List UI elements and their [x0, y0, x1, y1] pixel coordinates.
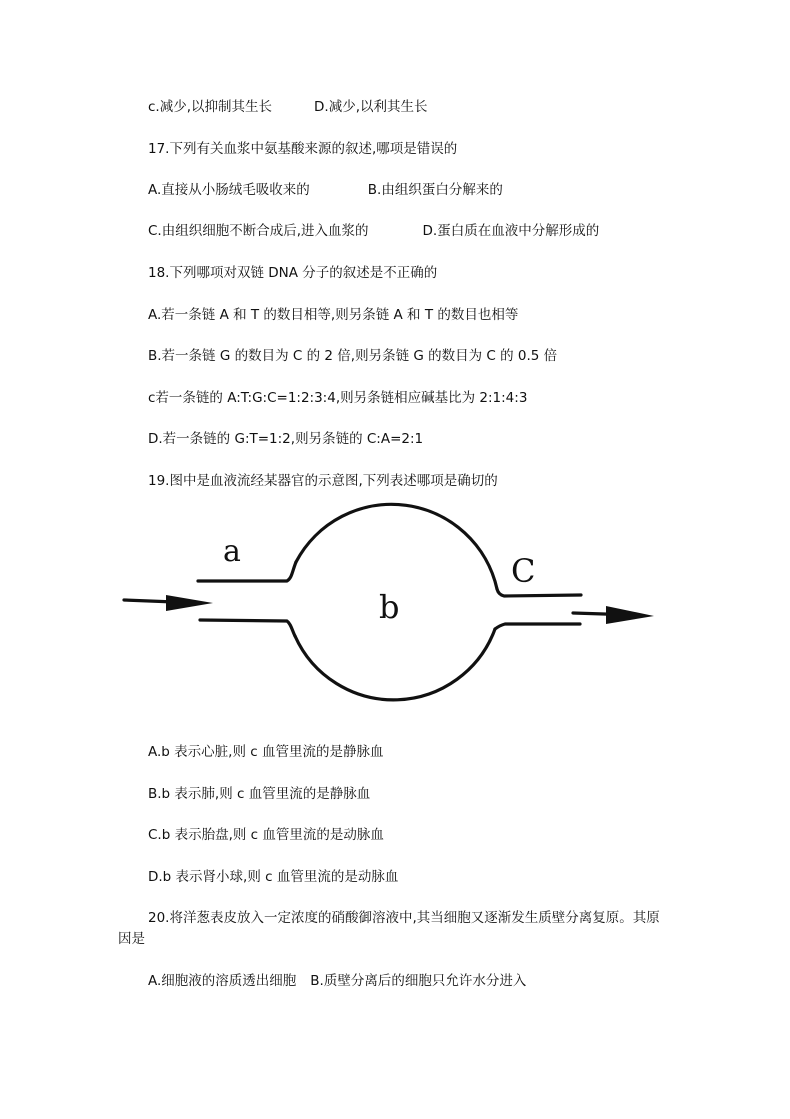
inflow-arrowhead	[166, 595, 213, 611]
organ-b-lower-arc	[295, 629, 495, 700]
q18-option-c: c若一条链的 A:T:G:C=1:2:3:4,则另条链相应碱基比为 2:1:4:3	[148, 390, 528, 406]
blood-flow-diagram	[0, 500, 790, 710]
vessel-a-upper-wall	[198, 562, 296, 581]
q19-option-b: B.b 表示肺,则 c 血管里流的是静脉血	[148, 786, 371, 802]
label-c: C	[511, 552, 536, 590]
q18-option-a: A.若一条链 A 和 T 的数目相等,则另条链 A 和 T 的数目也相等	[148, 307, 519, 323]
organ-b-upper-arc	[296, 504, 497, 589]
q18-option-d: D.若一条链的 G:T=1:2,则另条链的 C:A=2:1	[148, 431, 424, 447]
q18-stem: 18.下列哪项对双链 DNA 分子的叙述是不正确的	[148, 265, 438, 281]
q17-stem: 17.下列有关血浆中氨基酸来源的叙述,哪项是错误的	[148, 141, 458, 157]
label-a: a	[223, 534, 241, 569]
q19-option-c: C.b 表示胎盘,则 c 血管里流的是动脉血	[148, 827, 384, 843]
vessel-c-lower-wall	[495, 624, 580, 629]
outflow-arrowhead	[606, 606, 654, 624]
q20-stem-line1: 20.将洋葱表皮放入一定浓度的硝酸御溶液中,其当细胞又逐渐发生质壁分离复原。其原	[148, 910, 660, 926]
q20-option-a: A.细胞液的溶质透出细胞	[148, 973, 297, 989]
q19-option-d: D.b 表示肾小球,则 c 血管里流的是动脉血	[148, 869, 399, 885]
q16-option-c: c.减少,以抑制其生长	[148, 99, 273, 115]
vessel-a-lower-wall	[200, 620, 295, 636]
label-b: b	[379, 588, 400, 626]
q19-stem: 19.图中是血液流经某器官的示意图,下列表述哪项是确切的	[148, 473, 498, 489]
vessel-c-upper-wall	[497, 589, 581, 596]
q20-option-b: B.质壁分离后的细胞只允许水分进入	[310, 973, 527, 989]
q17-option-b: B.由组织蛋白分解来的	[367, 182, 503, 198]
q17-options-cd	[148, 222, 599, 240]
q16-options	[148, 98, 428, 116]
q16-option-d: D.减少,以利其生长	[314, 99, 428, 115]
q17-option-c: C.由组织细胞不断合成后,进入血浆的	[148, 223, 369, 239]
q19-option-a: A.b 表示心脏,则 c 血管里流的是静脉血	[148, 744, 384, 760]
q18-option-b: B.若一条链 G 的数目为 C 的 2 倍,则另条链 G 的数目为 C 的 0.5 倍	[148, 348, 558, 364]
q17-option-a: A.直接从小肠绒毛吸收来的	[148, 182, 310, 198]
q20-options-ab	[148, 972, 526, 990]
q20-stem-line2: 因是	[118, 931, 145, 947]
q17-option-d: D.蛋白质在血液中分解形成的	[422, 223, 600, 239]
q17-options-ab	[148, 181, 503, 199]
